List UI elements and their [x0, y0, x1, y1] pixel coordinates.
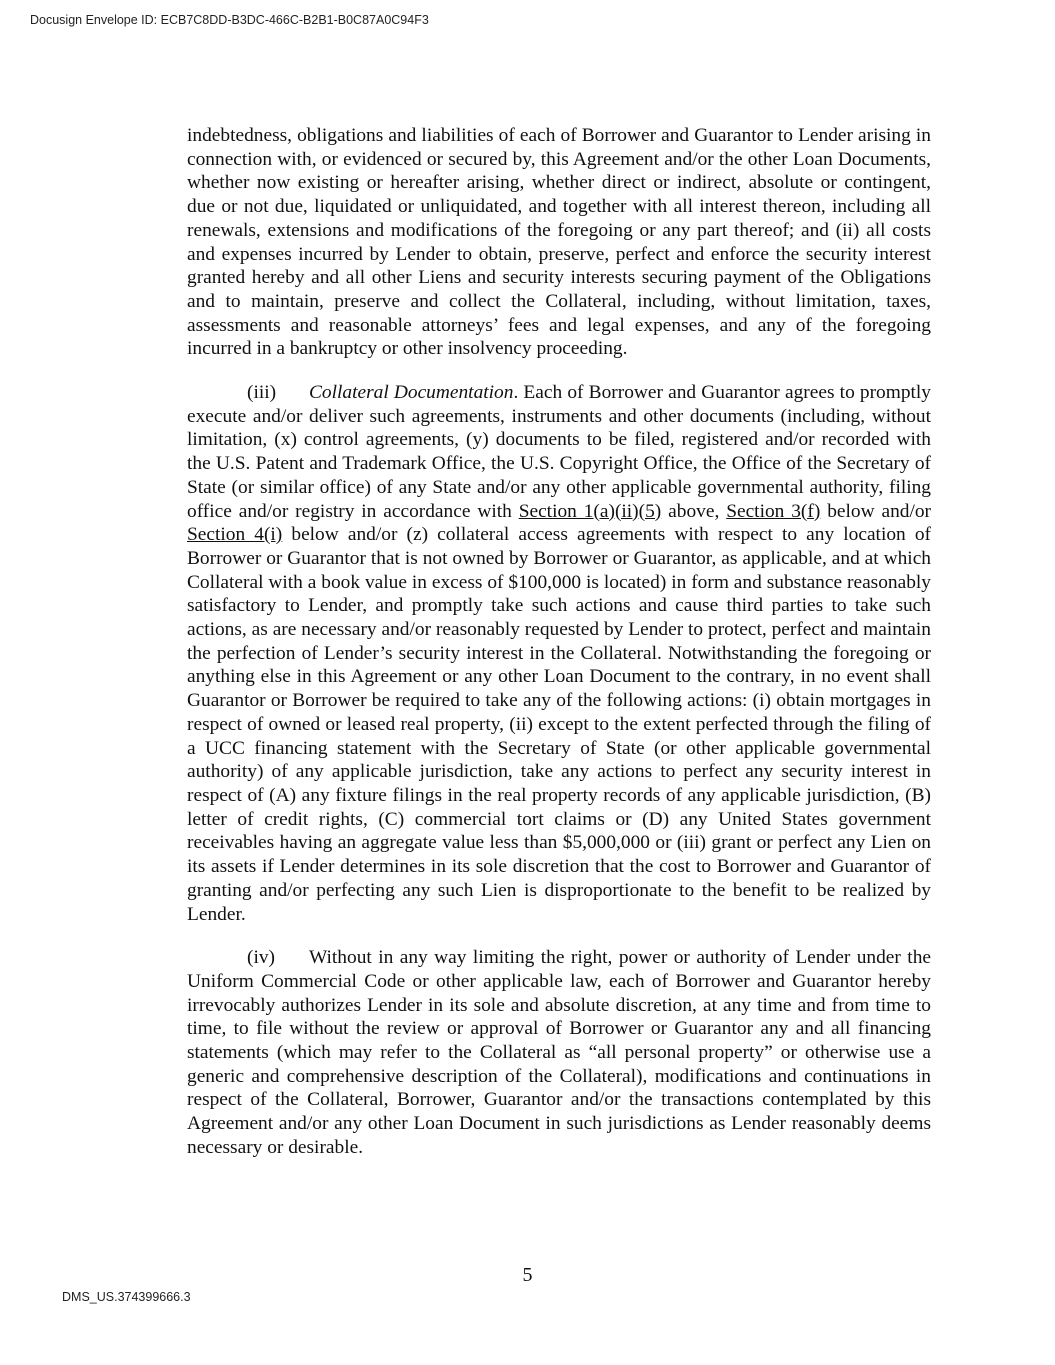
clause-number-iii: (iii) [247, 382, 277, 404]
clause-text-b: above, [661, 500, 727, 522]
clause-text-a: . Each of Borrower and Guarantor agrees to promptly execute and/or deliver such agreements, instruments and other documents (including, without limitation, (x) control agreements, (y) documents to be filed, registered and/or recorded with the U.S. Patent and Trademark Office, the U.S. Copyright Office, the Office of the Secretary of State (or similar office) of any State and/or any other applicable governmental authority, filing office and/or registry in accordance with [187, 382, 932, 522]
section-reference-1: Section 1(a)(ii)(5) [518, 500, 662, 522]
clause-text-c: below and/or [820, 500, 932, 522]
clause-text: Without in any way limiting the right, power or authority of Lender under the Uniform Commercial Code or other applicable law, each of Borrower and Guarantor hereby irrevocably authorizes Lender in its sole and absolute discretion, at any time and from time to time, to file without the review or approval of Borrower or Guarantor any and all financing statements (which may refer to the Collateral as “all personal property” or otherwise use a generic and comprehensive description of the Collateral), modifications and continuations in respect of the Collateral, Borrower, Guarantor and/or the transactions contemplated by this Agreement and/or any other Loan Document in such jurisdictions as Lender reasonably deems necessary or desirable. [187, 947, 931, 1158]
section-reference-2: Section 3(f) [726, 500, 821, 522]
document-reference: DMS_US.374399666.3 [62, 1290, 191, 1304]
envelope-id: Docusign Envelope ID: ECB7C8DD-B3DC-466C-B2B1-B0C87A0C94F3 [30, 13, 429, 27]
clause-text-d: below and/or (z) collateral access agreements with respect to any location of Borrower or Guarantor that is not owned by Borrower or Guarantor, as applicable, and at which Collateral with a book value in excess of $100,000 is located) in form and substance reasonably satisfactory to Lender, and promptly take such actions and cause third parties to take such actions, as are necessary and/or reasonably requested by Lender to protect, perfect and maintain the perfection of Lender’s security interest in the Collateral. Notwithstanding the foregoing or anything else in this Agreement or any other Loan Document to the contrary, in no event shall Guarantor or Borrower be required to take any of the following actions: (i) obtain mortgages in respect of owned or leased real property, (ii) except to the extent perfected through the filing of a UCC financing statement with the Secretary of State (or other applicable governmental authority) of any applicable jurisdiction, take any actions to perfect any security interest in respect of (A) any fixture filings in the real property records of any applicable jurisdiction, (B) letter of credit rights, (C) commercial tort claims or (D) any United States government receivables having an aggregate value less than $5,000,000 or (iii) grant or perfect any Lien on its assets if Lender determines in its sole discretion that the cost to Borrower and Guarantor of granting and/or perfecting any such Lien is disproportionate to the benefit to be realized by Lender. [187, 524, 931, 925]
document-body [187, 124, 931, 1180]
paragraph-collateral-documentation [187, 381, 931, 926]
section-reference-3: Section 4(i) [187, 524, 283, 546]
page-number: 5 [522, 1264, 533, 1286]
paragraph-obligations-continued: indebtedness, obligations and liabilities of each of Borrower and Guarantor to Lender arising in connection with, or evidenced or secured by, this Agreement and/or the other Loan Documents, whether now existing or hereafter arising, whether direct or indirect, absolute or contingent, due or not due, liquidated or unliquidated, and together with all interest thereon, including all renewals, extensions and modifications of the foregoing or any part thereof; and (ii) all costs and expenses incurred by Lender to obtain, preserve, perfect and enforce the security interest granted hereby and all other Liens and security interests securing payment of the Obligations and to maintain, preserve and collect the Collateral, including, without limitation, taxes, assessments and reasonable attorneys’ fees and legal expenses, and any of the foregoing incurred in a bankruptcy or other insolvency proceeding. [187, 125, 931, 360]
paragraph-financing-statements [187, 946, 931, 1159]
clause-heading: Collateral Documentation [309, 382, 514, 404]
clause-number-iv: (iv) [247, 947, 275, 969]
